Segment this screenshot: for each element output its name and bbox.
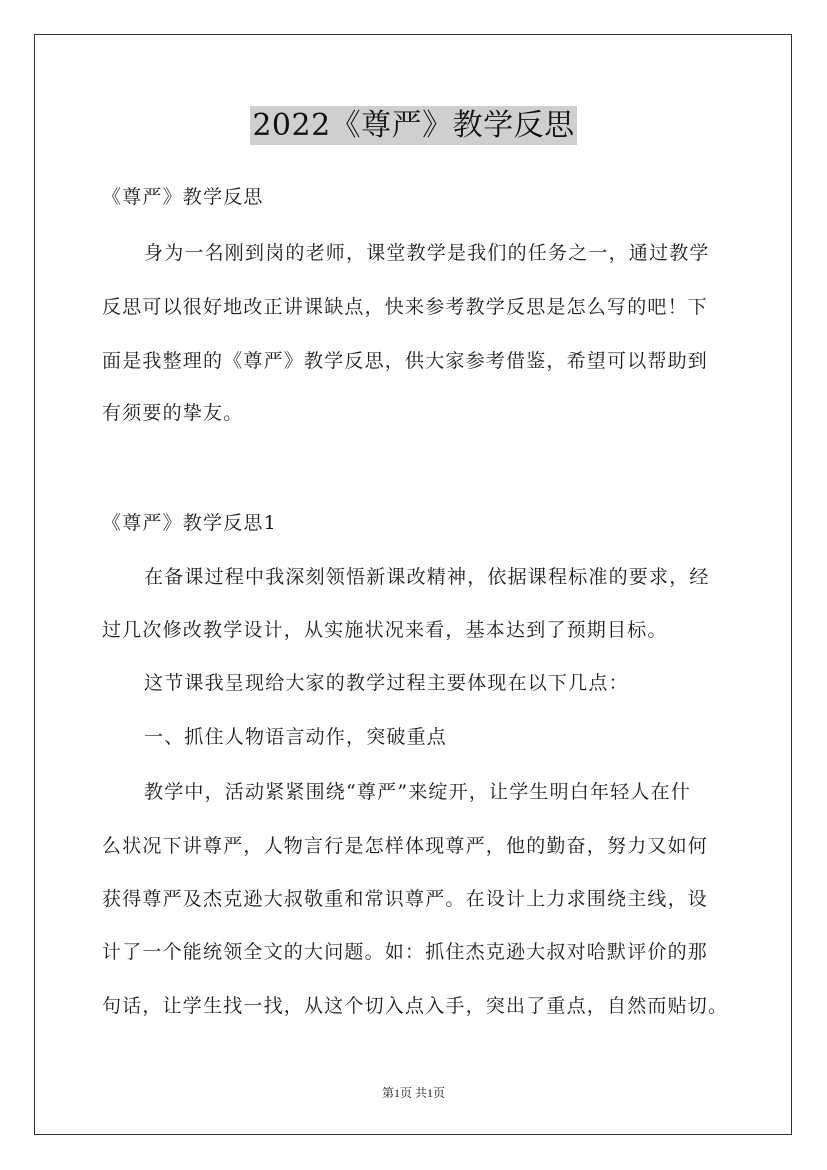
para3-line-5: 句话，让学生找一找，从这个切入点入手，突出了重点，自然而贴切。 (102, 995, 729, 1017)
para1-line-2: 过几次修改教学设计，从实施状况来看，基本达到了预期目标。 (102, 619, 668, 641)
intro-line-2: 反思可以很好地改正讲课缺点，快来参考教学反思是怎么写的吧！下 (102, 296, 709, 318)
para3-line-4: 计了一个能统领全文的大问题。如：抓住杰克逊大叔对哈默评价的那 (102, 941, 709, 963)
heading: 《尊严》教学反思 (102, 186, 264, 208)
page-footer: 第1页 共1页 (381, 1086, 445, 1100)
para1-line-1: 在备课过程中我深刻领悟新课改精神，依据课程标准的要求，经 (144, 566, 710, 588)
para3-line-3: 获得尊严及杰克逊大叔敬重和常识尊严。在设计上力求围绕主线，设 (102, 888, 709, 910)
section-heading: 《尊严》教学反思1 (102, 512, 277, 534)
document-title-wrap (0, 100, 827, 144)
document-title: 2022《尊严》教学反思 (252, 108, 575, 143)
intro-line-3: 面是我整理的《尊严》教学反思，供大家参考借鉴，希望可以帮助到 (102, 350, 709, 372)
para2: 这节课我呈现给大家的教学过程主要体现在以下几点： (144, 672, 629, 694)
para3-line-1: 教学中，活动紧紧围绕“尊严”来绽开，让学生明白年轻人在什 (144, 781, 692, 803)
intro-line-4: 有须要的挚友。 (102, 402, 244, 424)
intro-line-1: 身为一名刚到岗的老师，课堂教学是我们的任务之一，通过教学 (144, 242, 710, 264)
para3-line-2: 么状况下讲尊严，人物言行是怎样体现尊严，他的勤奋，努力又如何 (102, 835, 709, 857)
point1: 一、抓住人物语言动作，突破重点 (144, 726, 448, 748)
